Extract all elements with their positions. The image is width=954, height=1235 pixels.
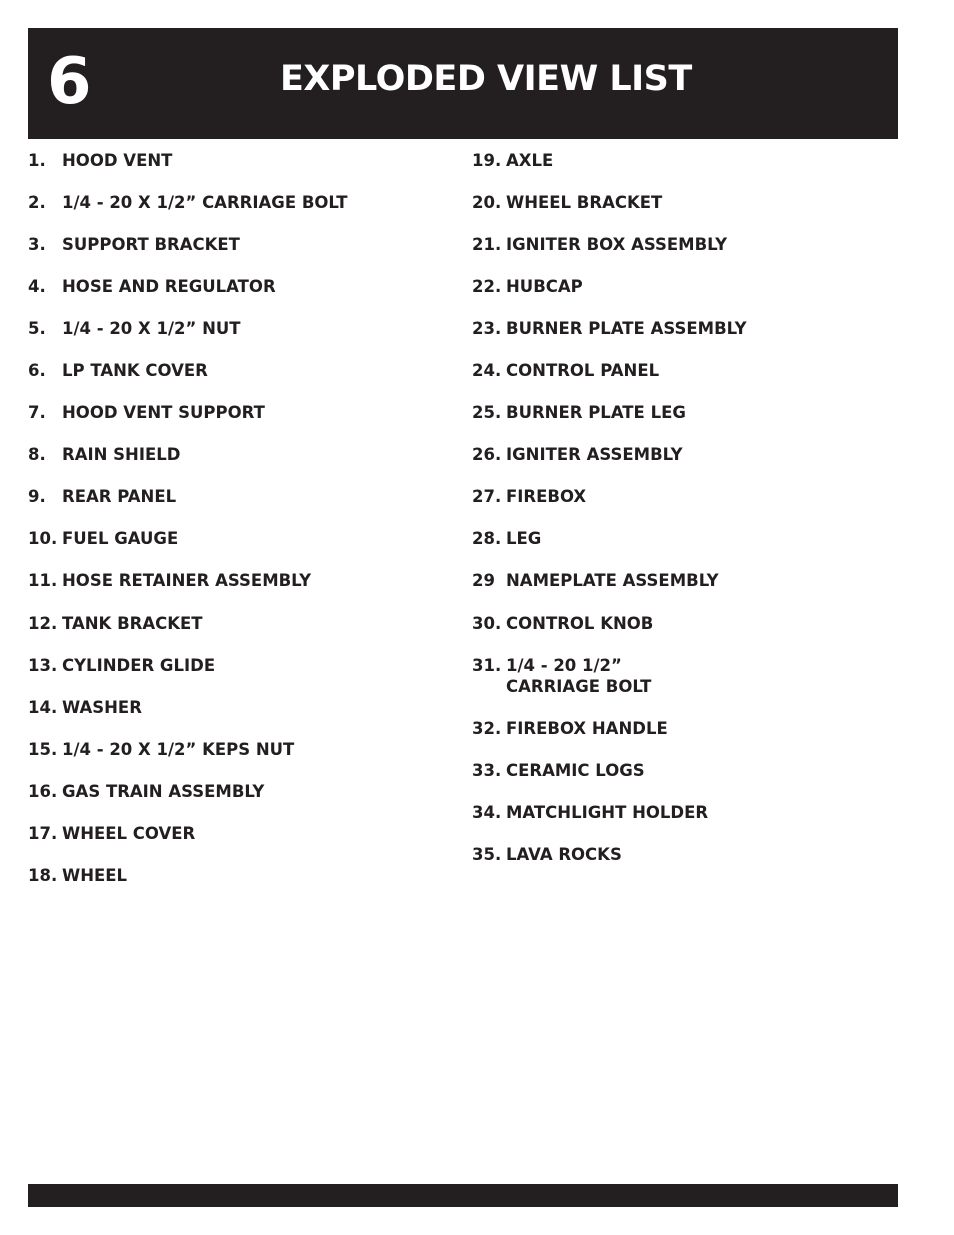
part-name	[62, 150, 172, 171]
part-number: 10.	[28, 529, 58, 548]
part-name	[506, 528, 541, 549]
part-name	[506, 318, 747, 339]
part-number: 30.	[472, 614, 502, 633]
part-name	[62, 318, 241, 339]
part-number: 16.	[28, 782, 58, 801]
part-name-line: CONTROL KNOB	[506, 614, 654, 633]
part-number: 9.	[28, 487, 46, 506]
part-name	[62, 655, 215, 676]
part-number: 3.	[28, 235, 46, 254]
part-number: 18.	[28, 866, 58, 885]
part-name-line: 1/4 - 20 X 1/2” NUT	[62, 319, 241, 338]
part-name	[506, 150, 553, 171]
part-number: 34.	[472, 803, 502, 822]
part-name-line: LP TANK COVER	[62, 361, 208, 380]
part-name-line: IGNITER ASSEMBLY	[506, 445, 683, 464]
part-name	[62, 192, 347, 213]
part-name	[62, 823, 195, 844]
page-title: EXPLODED VIEW LIST	[280, 59, 692, 99]
part-name-line: IGNITER BOX ASSEMBLY	[506, 235, 728, 254]
part-name	[62, 276, 276, 297]
part-number: 35.	[472, 845, 502, 864]
part-number: 14.	[28, 698, 58, 717]
part-name-line: WHEEL	[62, 866, 128, 885]
part-name-line: SUPPORT BRACKET	[62, 235, 240, 254]
part-number: 32.	[472, 719, 502, 738]
part-name-line: LEG	[506, 529, 542, 548]
part-number: 26.	[472, 445, 502, 464]
part-number: 33.	[472, 761, 502, 780]
part-name-line: CERAMIC LOGS	[506, 761, 645, 780]
part-name	[506, 192, 662, 213]
part-number: 25.	[472, 403, 502, 422]
part-number: 7.	[28, 403, 46, 422]
part-name	[62, 697, 142, 718]
part-name-line: 1/4 - 20 X 1/2” KEPS NUT	[62, 740, 295, 759]
part-name	[506, 655, 651, 697]
part-number: 19.	[472, 151, 502, 170]
part-name	[62, 444, 180, 465]
part-name-line: NAMEPLATE ASSEMBLY	[506, 571, 719, 590]
part-name-line: HOSE AND REGULATOR	[62, 277, 276, 296]
part-number: 11.	[28, 571, 58, 590]
part-name-line: HOOD VENT	[62, 151, 173, 170]
part-number: 23.	[472, 319, 502, 338]
part-number: 22.	[472, 277, 502, 296]
part-name	[506, 802, 708, 823]
part-name-line: LAVA ROCKS	[506, 845, 622, 864]
part-number: 4.	[28, 277, 46, 296]
part-name-line: REAR PANEL	[62, 487, 177, 506]
section-header	[28, 28, 898, 139]
part-name-line: WHEEL COVER	[62, 824, 196, 843]
part-name	[506, 613, 653, 634]
part-number: 27.	[472, 487, 502, 506]
part-name	[62, 486, 176, 507]
part-name	[62, 360, 208, 381]
part-name	[62, 528, 178, 549]
part-name-line: HOOD VENT SUPPORT	[62, 403, 265, 422]
part-name-line: HOSE RETAINER ASSEMBLY	[62, 571, 312, 590]
part-name-line: CARRIAGE BOLT	[506, 677, 652, 696]
part-name	[62, 865, 127, 886]
part-name-line: BURNER PLATE LEG	[506, 403, 686, 422]
part-number: 29	[472, 571, 495, 590]
part-name-line: HUBCAP	[506, 277, 583, 296]
part-number: 17.	[28, 824, 58, 843]
part-number: 1.	[28, 151, 46, 170]
part-name-line: 1/4 - 20 X 1/2” CARRIAGE BOLT	[62, 193, 348, 212]
part-number: 20.	[472, 193, 502, 212]
part-name	[62, 613, 203, 634]
part-number: 5.	[28, 319, 46, 338]
footer-bar	[28, 1184, 898, 1207]
part-number: 12.	[28, 614, 58, 633]
section-number: 6	[47, 45, 90, 119]
part-name-line: RAIN SHIELD	[62, 445, 181, 464]
part-number: 8.	[28, 445, 46, 464]
part-name	[506, 844, 622, 865]
part-name-line: MATCHLIGHT HOLDER	[506, 803, 709, 822]
part-name-line: 1/4 - 20 1/2”	[506, 656, 622, 675]
part-number: 15.	[28, 740, 58, 759]
part-name-line: AXLE	[506, 151, 554, 170]
part-number: 31.	[472, 656, 502, 675]
part-number: 21.	[472, 235, 502, 254]
part-name-line: WASHER	[62, 698, 142, 717]
part-number: 24.	[472, 361, 502, 380]
part-name	[62, 234, 240, 255]
part-name-line: FUEL GAUGE	[62, 529, 179, 548]
part-name	[62, 739, 294, 760]
part-number: 2.	[28, 193, 46, 212]
part-number: 28.	[472, 529, 502, 548]
part-name	[62, 781, 264, 802]
part-name	[506, 402, 686, 423]
part-number: 13.	[28, 656, 58, 675]
part-name	[506, 444, 683, 465]
part-name-line: TANK BRACKET	[62, 614, 203, 633]
part-name	[506, 360, 659, 381]
part-number: 6.	[28, 361, 46, 380]
part-name-line: CONTROL PANEL	[506, 361, 660, 380]
part-name	[506, 486, 586, 507]
part-name-line: BURNER PLATE ASSEMBLY	[506, 319, 747, 338]
part-name-line: WHEEL BRACKET	[506, 193, 663, 212]
part-name	[506, 570, 719, 591]
part-name	[506, 276, 583, 297]
part-name	[62, 402, 265, 423]
part-name	[506, 234, 727, 255]
part-name	[62, 570, 311, 591]
part-name	[506, 760, 645, 781]
part-name-line: FIREBOX HANDLE	[506, 719, 668, 738]
part-name	[506, 718, 668, 739]
part-name-line: GAS TRAIN ASSEMBLY	[62, 782, 265, 801]
part-name-line: FIREBOX	[506, 487, 587, 506]
part-name-line: CYLINDER GLIDE	[62, 656, 216, 675]
